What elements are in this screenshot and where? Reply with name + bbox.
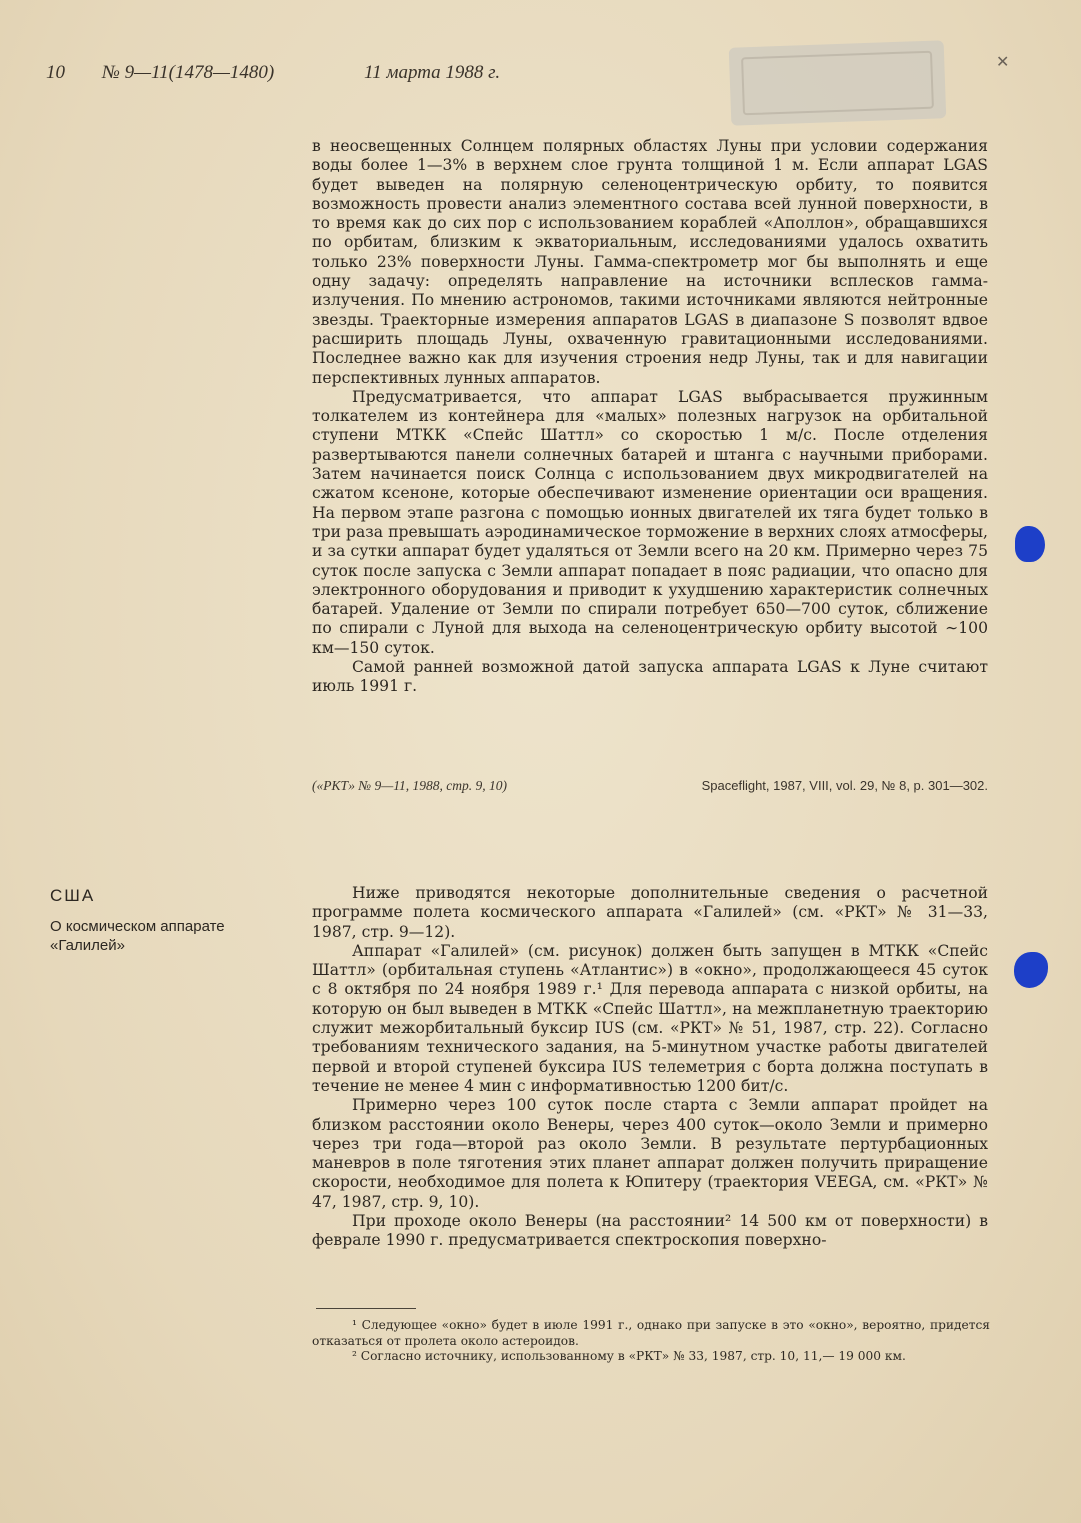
ink-blot [1015, 526, 1045, 562]
page-number: 10 [46, 62, 65, 83]
footnote-divider [316, 1308, 416, 1309]
footnotes [312, 1318, 990, 1365]
paragraph: При проходе около Венеры (на расстоянии² 14 500 км от поверхности) в феврале 1990 г. предусматривается спектроскопия поверхно- [312, 1212, 988, 1250]
paragraph: Самой ранней возможной датой запуска аппарата LGAS к Луне считают июль 1991 г. [312, 658, 988, 696]
issue-number: № 9—11(1478—1480) [102, 62, 275, 83]
section-country: США [50, 886, 96, 905]
section-sidebar [50, 886, 265, 955]
footnote: ¹ Следующее «окно» будет в июле 1991 г., однако при запуске в это «окно», вероятно, придется отказаться от пролета около астероидов. [312, 1318, 990, 1348]
article-lgas-body [312, 137, 988, 697]
issue-date: 11 марта 1988 г. [364, 62, 501, 83]
corner-mark: ✕ [996, 52, 1010, 71]
section-title: О космическом аппарате «Галилей» [50, 918, 225, 954]
library-stamp [729, 40, 947, 125]
paragraph: Аппарат «Галилей» (см. рисунок) должен быть запущен в МТКК «Спейс Шаттл» (орбитальная ступень «Атлантис») в «окно», продолжающееся 45 суток с 8 октября по 24 ноября 1989 г.¹ Для перевода аппарата с низкой орбиты, на которую он был выведен в МТКК «Спейс Шаттл», на межпланетную траекторию служит межорбитальный буксир IUS (см. «РКТ» № 51, 1987, стр. 22). Согласно требованиям технического задания, на 5-минутном участке работы двигателей первой и второй ступеней буксира IUS телеметрия с борта должна поступать в течение не менее 4 мин с информативностью 1200 бит/с. [312, 941, 988, 1095]
paragraph: Ниже приводятся некоторые дополнительные сведения о расчетной программе полета космического аппарата «Галилей» (см. «РКТ» № 31—33, 1987, стр. 9—12). [312, 884, 988, 941]
page-header [46, 62, 500, 84]
paragraph: в неосвещенных Солнцем полярных областях Луны при условии содержания воды более 1—3% в верхнем слое грунта толщиной 1 м. Если аппарат LGAS будет выведен на полярную селеноцентрическую орбиту, то появится возможность провести анализ элементного состава всей лунной поверхности, в то время как до сих пор с использованием кораблей «Аполлон», обращавшихся по орбитам, близким к экваториальным, исследованиями удалось охватить только 23% поверхности Луны. Гамма-спектрометр мог бы выполнять и еще одну задачу: определять направление на источники всплесков гамма-излучения. По мнению астрономов, такими источниками являются нейтронные звезды. Траекторные измерения аппаратов LGAS в диапазоне S позволят вдвое расширить площадь Луны, охваченную гравитационными исследованиями. Последнее важно как для изучения строения недр Луны, так и для навигации перспективных лунных аппаратов. [312, 137, 988, 387]
source-reference: («РКТ» № 9—11, 1988, стр. 9, 10) [312, 778, 508, 793]
footnote: ² Согласно источнику, использованному в «РКТ» № 33, 1987, стр. 10, 11,— 19 000 км. [352, 1349, 906, 1363]
ink-blot [1014, 952, 1048, 988]
article-galileo-body [312, 884, 988, 1251]
article-lgas-source [312, 778, 988, 794]
source-citation: Spaceflight, 1987, VIII, vol. 29, № 8, p. 301—302. [701, 778, 988, 793]
paragraph: Предусматривается, что аппарат LGAS выбрасывается пружинным толкателем из контейнера для «малых» полезных нагрузок на орбитальной ступени МТКК «Спейс Шаттл» со скоростью 1 м/с. После отделения развертываются панели солнечных батарей и штанга с научными приборами. Затем начинается поиск Солнца с использованием двух микродвигателей на сжатом ксеноне, которые обеспечивают изменение ориентации оси вращения. На первом этапе разгона с помощью ионных двигателей их тяга будет только в три раза превышать аэродинамическое торможение в верхних слоях атмосферы, и за сутки аппарат будет удаляться от Земли всего на 20 км. Примерно через 75 суток после запуска с Земли аппарат попадает в пояс радиации, что опасно для электронного оборудования и приводит к ухудшению характеристик солнечных батарей. Удаление от Земли по спирали потребует 650—700 суток, сближение по спирали с Луной для выхода на селеноцентрическую орбиту высотой ∼100 км—150 суток. [312, 387, 988, 657]
paragraph: Примерно через 100 суток после старта с Земли аппарат пройдет на близком расстоянии около Венеры, через 400 суток—около Земли и примерно через три года—второй раз около Земли. В результате пертурбационных маневров в поле тяготения этих планет аппарат должен получить приращение скорости, необходимое для полета к Юпитеру (траектория VEEGA, см. «РКТ» № 47, 1987, стр. 9, 10). [312, 1096, 988, 1211]
